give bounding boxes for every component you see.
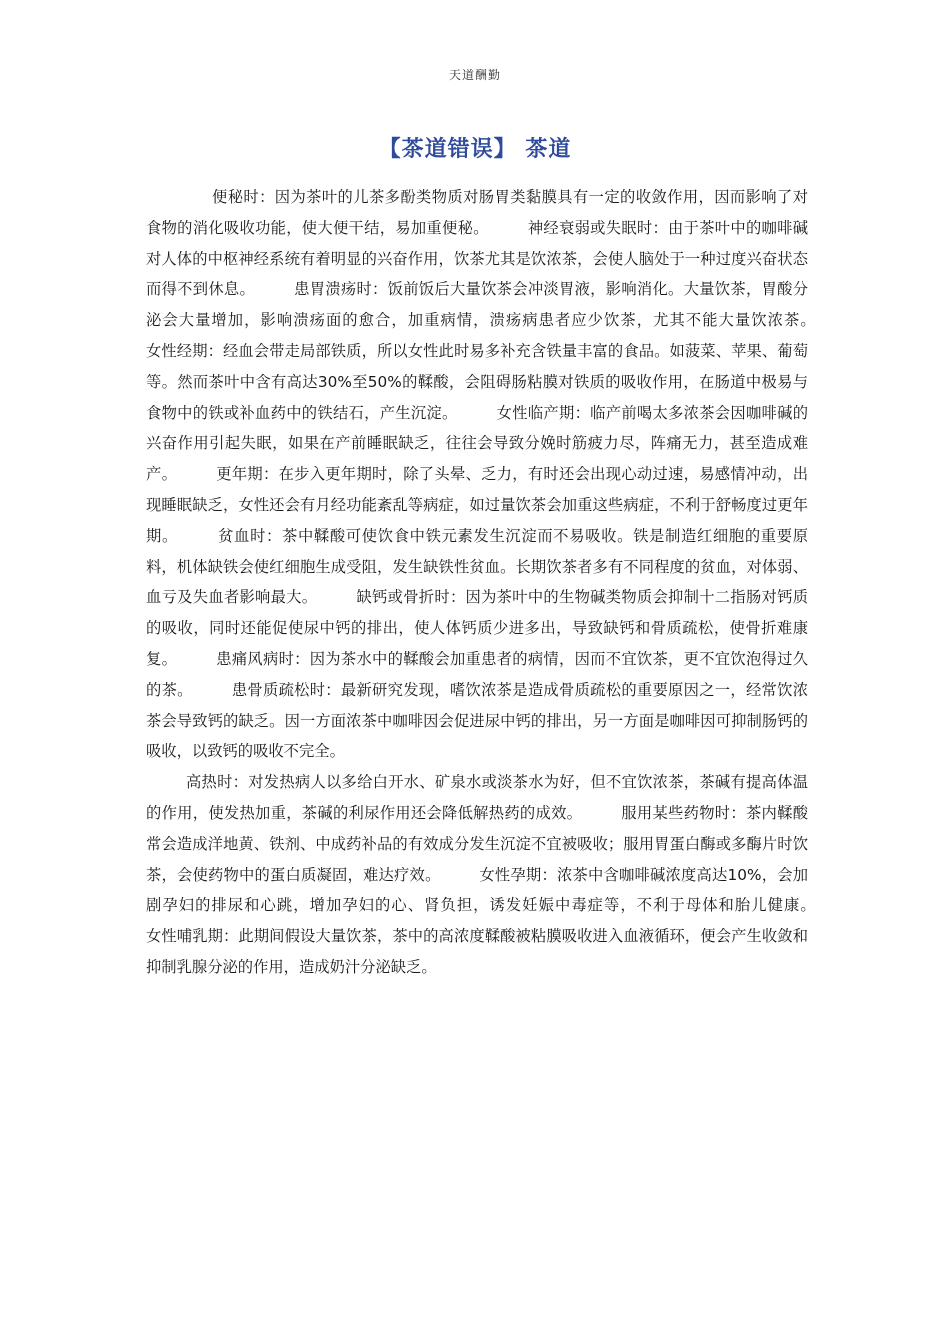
document-body — [146, 182, 854, 983]
body-paragraph: 高热时：对发热病人以多给白开水、矿泉水或淡茶水为好，但不宜饮浓茶，茶碱有提高体温的作用，使发热加重，茶碱的利尿作用还会降低解热药的成效。 服用某些药物时：茶内鞣酸常会造成洋地黄、铁剂、中成药补品的有效成分发生沉淀不宜被吸收；服用胃蛋白酶或多酶片时饮茶，会使药物中的蛋白质凝固，难达疗效。 女性孕期：浓茶中含咖啡碱浓度高达10%，会加剧孕妇的排尿和心跳，增加孕妇的心、肾负担，诱发妊娠中毒症等，不利于母体和胎儿健康。 女性哺乳期：此期间假设大量饮茶，茶中的高浓度鞣酸被粘膜吸收进入血液循环，便会产生收敛和抑制乳腺分泌的作用，造成奶汁分泌缺乏。 — [146, 773, 854, 976]
page-header: 天道酬勤 — [448, 68, 501, 82]
body-paragraph: 便秘时：因为茶叶的儿茶多酚类物质对肠胃类黏膜具有一定的收敛作用，因而影响了对食物的消化吸收功能，使大便干结，易加重便秘。 神经衰弱或失眠时：由于茶叶中的咖啡碱对人体的中枢神经系统有着明显的兴奋作用，饮茶尤其是饮浓茶，会使人脑处于一种过度兴奋状态而得不到休息。 患胃溃疡时：饭前饭后大量饮茶会冲淡胃液，影响消化。大量饮茶，胃酸分泌会大量增加，影响溃疡面的愈合，加重病情，溃疡病患者应少饮茶，尤其不能大量饮浓茶。 女性经期：经血会带走局部铁质，所以女性此时易多补充含铁量丰富的食品。如菠菜、苹果、葡萄等。然而茶叶中含有高达30%至50%的鞣酸，会阻碍肠粘膜对铁质的吸收作用，在肠道中极易与食物中的铁或补血药中的铁结石，产生沉淀。 女性临产期：临产前喝太多浓茶会因咖啡碱的兴奋作用引起失眠，如果在产前睡眠缺乏，往往会导致分娩时筋疲力尽，阵痛无力，甚至造成难产。 更年期：在步入更年期时，除了头晕、乏力，有时还会出现心动过速，易感情冲动，出现睡眠缺乏，女性还会有月经功能紊乱等病症，如过量饮茶会加重这些病症，不利于舒畅度过更年期。 贫血时：茶中鞣酸可使饮食中铁元素发生沉淀而不易吸收。铁是制造红细胞的重要原料，机体缺铁会使红细胞生成受阻，发生缺铁性贫血。长期饮茶者多有不同程度的贫血，对体弱、血亏及失血者影响最大。 缺钙或骨折时：因为茶叶中的生物碱类物质会抑制十二指肠对钙质的吸收，同时还能促使尿中钙的排出，使人体钙质少进多出，导致缺钙和骨质疏松，使骨折难康复。 患痛风病时：因为茶水中的鞣酸会加重患者的病情，因而不宜饮茶，更不宜饮泡得过久的茶。 患骨质疏松时：最新研究发现，嗜饮浓茶是造成骨质疏松的重要原因之一，经常饮浓茶会导致钙的缺乏。因一方面浓茶中咖啡因会促进尿中钙的排出，另一方面是咖啡因可抑制肠钙的吸收，以致钙的吸收不完全。 — [146, 188, 854, 761]
document-title: 【茶道错误】 茶道 — [378, 137, 572, 162]
